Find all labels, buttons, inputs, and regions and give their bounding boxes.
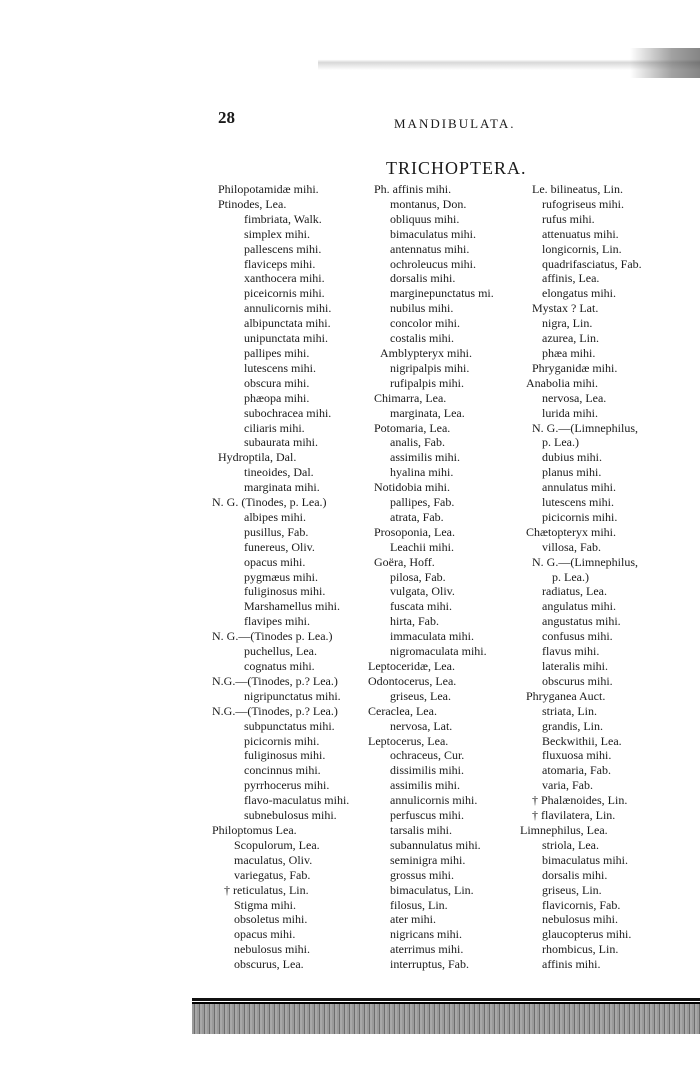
taxon-entry: costalis mihi.: [390, 331, 454, 346]
taxon-entry: maculatus, Oliv.: [234, 852, 313, 867]
taxon-entry: lateralis mihi.: [542, 659, 608, 673]
taxon-entry: pallipes mihi.: [244, 345, 310, 360]
taxon-entry: vulgata, Oliv.: [390, 584, 455, 599]
running-head: MANDIBULATA.: [394, 116, 516, 131]
taxon-entry: Leptoceridæ, Lea.: [368, 659, 455, 673]
taxon-entry: grossus mihi.: [390, 867, 455, 882]
taxon-entry: bimaculatus mihi.: [542, 852, 628, 867]
taxon-entry: dorsalis mihi.: [390, 271, 456, 286]
taxon-entry: ater mihi.: [390, 912, 436, 927]
taxon-entry: opacus mihi.: [244, 554, 306, 569]
taxon-entry: angustatus mihi.: [542, 614, 621, 629]
taxon-entry: griseus, Lin.: [542, 882, 602, 897]
taxon-entry: varia, Fab.: [542, 778, 593, 793]
taxon-entry: analis, Fab.: [390, 435, 445, 450]
taxon-entry: hyalina mihi.: [390, 465, 454, 480]
taxon-entry: annulicornis mihi.: [390, 793, 478, 808]
taxon-entry: Goëra, Hoff.: [374, 554, 435, 569]
taxon-entry: subnebulosus mihi.: [244, 808, 337, 823]
taxon-entry: albipes mihi.: [244, 509, 306, 524]
scan-edge-bottom-line: [192, 998, 700, 1001]
taxon-entry: fuliginosus mihi.: [244, 584, 326, 599]
taxon-entry: flaviceps mihi.: [244, 256, 316, 271]
column-middle: [368, 182, 528, 972]
taxon-entry: dorsalis mihi.: [542, 867, 608, 882]
taxon-entry: assimilis mihi.: [390, 778, 461, 793]
taxon-entry: striola, Lea.: [542, 837, 599, 852]
taxon-entry: † Phalænoides, Lin.: [532, 793, 628, 808]
taxon-entry: montanus, Don.: [390, 196, 467, 211]
taxon-entry: N. G.—(Tinodes p. Lea.): [212, 629, 333, 644]
taxon-entry: atrata, Fab.: [390, 509, 444, 524]
taxon-entry: picicornis mihi.: [244, 733, 320, 748]
taxon-entry: rufipalpis mihi.: [390, 375, 464, 390]
taxon-entry: obsoletus mihi.: [234, 912, 308, 927]
taxon-entry: Ptinodes, Lea.: [218, 196, 287, 211]
taxon-entry: Philoptomus Lea.: [212, 822, 297, 837]
taxon-entry: Mystax ? Lat.: [532, 301, 599, 316]
taxon-entry: Le. bilineatus, Lin.: [532, 182, 623, 196]
taxon-entry: affinis mihi.: [542, 957, 601, 972]
taxon-entry: Prosoponia, Lea.: [374, 524, 455, 539]
taxon-entry: Odontocerus, Lea.: [368, 673, 457, 688]
taxon-entry: † reticulatus, Lin.: [224, 882, 309, 897]
taxon-entry: phæopa mihi.: [244, 390, 310, 405]
taxon-entry: funereus, Oliv.: [244, 539, 315, 554]
taxon-entry: Phryganea Auct.: [526, 688, 606, 703]
taxon-entry: pilosa, Fab.: [390, 569, 446, 584]
taxon-entry: † flavilatera, Lin.: [532, 808, 616, 823]
taxon-entry: flavicornis, Fab.: [542, 897, 621, 912]
taxon-entry: lutescens mihi.: [542, 495, 614, 510]
taxon-entry: N.G.—(Tinodes, p.? Lea.): [212, 673, 338, 688]
taxon-entry: pallipes, Fab.: [390, 495, 455, 510]
taxon-entry: phæa mihi.: [542, 345, 596, 360]
taxon-entry: Phryganidæ mihi.: [532, 360, 618, 375]
taxon-entry: Philopotamidæ mihi.: [218, 182, 319, 196]
taxon-entry: azurea, Lin.: [542, 331, 599, 346]
taxon-entry: subaurata mihi.: [244, 435, 318, 450]
taxon-entry: Potomaria, Lea.: [374, 420, 451, 435]
taxon-entry: tarsalis mihi.: [390, 822, 452, 837]
taxon-entry: subpunctatus mihi.: [244, 718, 335, 733]
taxon-entry: hirta, Fab.: [390, 614, 439, 629]
taxon-entry: xanthocera mihi.: [244, 271, 325, 286]
taxon-entry: dubius mihi.: [542, 450, 603, 465]
taxon-entry: Chætopteryx mihi.: [526, 524, 616, 539]
taxon-entry: attenuatus mihi.: [542, 226, 619, 241]
taxon-entry: nebulosus mihi.: [234, 942, 311, 957]
taxon-entry: piceicornis mihi.: [244, 286, 325, 301]
taxon-entry: obscurus mihi.: [542, 673, 613, 688]
taxon-entry: lurida mihi.: [542, 405, 598, 420]
taxon-entry: Stigma mihi.: [234, 897, 297, 912]
taxon-entry: assimilis mihi.: [390, 450, 461, 465]
taxon-entry: Hydroptila, Dal.: [218, 450, 297, 465]
taxon-entry: rufus mihi.: [542, 211, 595, 226]
taxon-entry: marginata, Lea.: [390, 405, 465, 420]
taxon-entry: N. G. (Tinodes, p. Lea.): [212, 495, 327, 510]
taxon-entry: albipunctata mihi.: [244, 316, 331, 331]
taxon-entry: Beckwithii, Lea.: [542, 733, 622, 748]
taxon-entry: annulicornis mihi.: [244, 301, 332, 316]
taxon-entry: Chimarra, Lea.: [374, 390, 447, 405]
taxon-entry: nigripunctatus mihi.: [244, 688, 341, 703]
taxon-entry: striata, Lin.: [542, 703, 597, 718]
taxon-entry: marginepunctatus mi.: [390, 286, 494, 301]
taxon-entry: longicornis, Lin.: [542, 241, 622, 256]
taxon-entry: obliquus mihi.: [390, 211, 460, 226]
taxon-entry: bimaculatus, Lin.: [390, 882, 474, 897]
taxon-entry: Leptocerus, Lea.: [368, 733, 449, 748]
taxon-entry: fimbriata, Walk.: [244, 211, 322, 226]
taxon-entry: flavus mihi.: [542, 644, 600, 659]
taxon-entry: nigripalpis mihi.: [390, 360, 470, 375]
taxon-entry: fuliginosus mihi.: [244, 748, 326, 763]
taxon-entry: nigra, Lin.: [542, 316, 593, 331]
column-right: [520, 182, 700, 972]
taxon-entry: pyrrhocerus mihi.: [244, 778, 330, 793]
taxon-entry: elongatus mihi.: [542, 286, 616, 301]
taxon-entry: p. Lea.): [552, 569, 589, 584]
taxon-entry: Ph. affinis mihi.: [374, 182, 452, 196]
taxon-entry: ciliaris mihi.: [244, 420, 305, 435]
taxon-entry: annulatus mihi.: [542, 480, 616, 495]
taxon-entry: nubilus mihi.: [390, 301, 454, 316]
taxon-entry: dissimilis mihi.: [390, 763, 465, 778]
taxon-entry: atomaria, Fab.: [542, 763, 611, 778]
taxon-entry: rhombicus, Lin.: [542, 942, 619, 957]
taxon-entry: grandis, Lin.: [542, 718, 603, 733]
taxon-entry: subannulatus mihi.: [390, 837, 481, 852]
taxon-entry: p. Lea.): [542, 435, 579, 450]
taxon-entry: concolor mihi.: [390, 316, 460, 331]
taxon-entry: cognatus mihi.: [244, 659, 315, 673]
taxon-entry: Anabolia mihi.: [526, 375, 598, 390]
taxon-entry: confusus mihi.: [542, 629, 613, 644]
taxon-entry: seminigra mihi.: [390, 852, 466, 867]
taxon-entry: Limnephilus, Lea.: [520, 822, 608, 837]
taxon-entry: Scopulorum, Lea.: [234, 837, 320, 852]
taxon-entry: immaculata mihi.: [390, 629, 474, 644]
taxon-entry: unipunctata mihi.: [244, 331, 328, 346]
taxon-entry: marginata mihi.: [244, 480, 320, 495]
taxon-entry: Notidobia mihi.: [374, 480, 450, 495]
taxon-entry: interruptus, Fab.: [390, 957, 469, 972]
taxon-entry: variegatus, Fab.: [234, 867, 311, 882]
section-title: TRICHOPTERA.: [386, 158, 527, 178]
taxon-entry: pusillus, Fab.: [244, 524, 309, 539]
taxon-entry: obscurus, Lea.: [234, 957, 304, 972]
taxon-entry: nigricans mihi.: [390, 927, 462, 942]
taxon-entry: obscura mihi.: [244, 375, 310, 390]
taxon-entry: pallescens mihi.: [244, 241, 322, 256]
taxon-entry: quadrifasciatus, Fab.: [542, 256, 642, 271]
taxon-entry: nigromaculata mihi.: [390, 644, 487, 659]
taxon-entry: simplex mihi.: [244, 226, 310, 241]
taxon-entry: villosa, Fab.: [542, 539, 601, 554]
taxon-entry: Ceraclea, Lea.: [368, 703, 437, 718]
taxon-entry: filosus, Lin.: [390, 897, 448, 912]
taxon-entry: concinnus mihi.: [244, 763, 321, 778]
taxon-entry: perfuscus mihi.: [390, 808, 464, 823]
taxon-entry: antennatus mihi.: [390, 241, 470, 256]
taxon-entry: angulatus mihi.: [542, 599, 616, 614]
taxon-entry: nervosa, Lea.: [542, 390, 607, 405]
taxon-entry: griseus, Lea.: [390, 688, 451, 703]
taxon-entry: flavipes mihi.: [244, 614, 310, 629]
column-left: [212, 182, 380, 972]
taxon-entry: glaucopterus mihi.: [542, 927, 632, 942]
taxon-entry: rufogriseus mihi.: [542, 196, 624, 211]
taxon-entry: bimaculatus mihi.: [390, 226, 476, 241]
scan-edge-bottom: [192, 1002, 700, 1034]
page-number: 28: [218, 108, 235, 127]
taxon-entry: Leachii mihi.: [390, 539, 454, 554]
taxon-entry: fuscata mihi.: [390, 599, 452, 614]
taxon-entry: nervosa, Lat.: [390, 718, 453, 733]
taxon-entry: puchellus, Lea.: [244, 644, 317, 659]
scan-shadow-top: [630, 48, 700, 78]
taxon-entry: nebulosus mihi.: [542, 912, 619, 927]
taxon-entry: N. G.—(Limnephilus,: [532, 420, 638, 435]
taxon-entry: opacus mihi.: [234, 927, 296, 942]
taxon-entry: N.G.—(Tinodes, p.? Lea.): [212, 703, 338, 718]
taxon-entry: aterrimus mihi.: [390, 942, 464, 957]
taxon-entry: Marshamellus mihi.: [244, 599, 340, 614]
taxon-entry: Amblypteryx mihi.: [380, 345, 472, 360]
taxon-entry: subochracea mihi.: [244, 405, 332, 420]
taxon-entry: pygmæus mihi.: [244, 569, 319, 584]
taxon-entry: tineoides, Dal.: [244, 465, 314, 480]
taxon-entry: lutescens mihi.: [244, 360, 316, 375]
taxon-entry: picicornis mihi.: [542, 509, 618, 524]
taxon-entry: planus mihi.: [542, 465, 602, 480]
taxon-entry: ochroleucus mihi.: [390, 256, 476, 271]
taxon-entry: flavo-maculatus mihi.: [244, 793, 350, 808]
taxon-entry: affinis, Lea.: [542, 271, 600, 286]
taxon-entry: fluxuosa mihi.: [542, 748, 612, 763]
taxon-entry: N. G.—(Limnephilus,: [532, 554, 638, 569]
taxon-entry: radiatus, Lea.: [542, 584, 607, 599]
taxon-entry: ochraceus, Cur.: [390, 748, 465, 763]
